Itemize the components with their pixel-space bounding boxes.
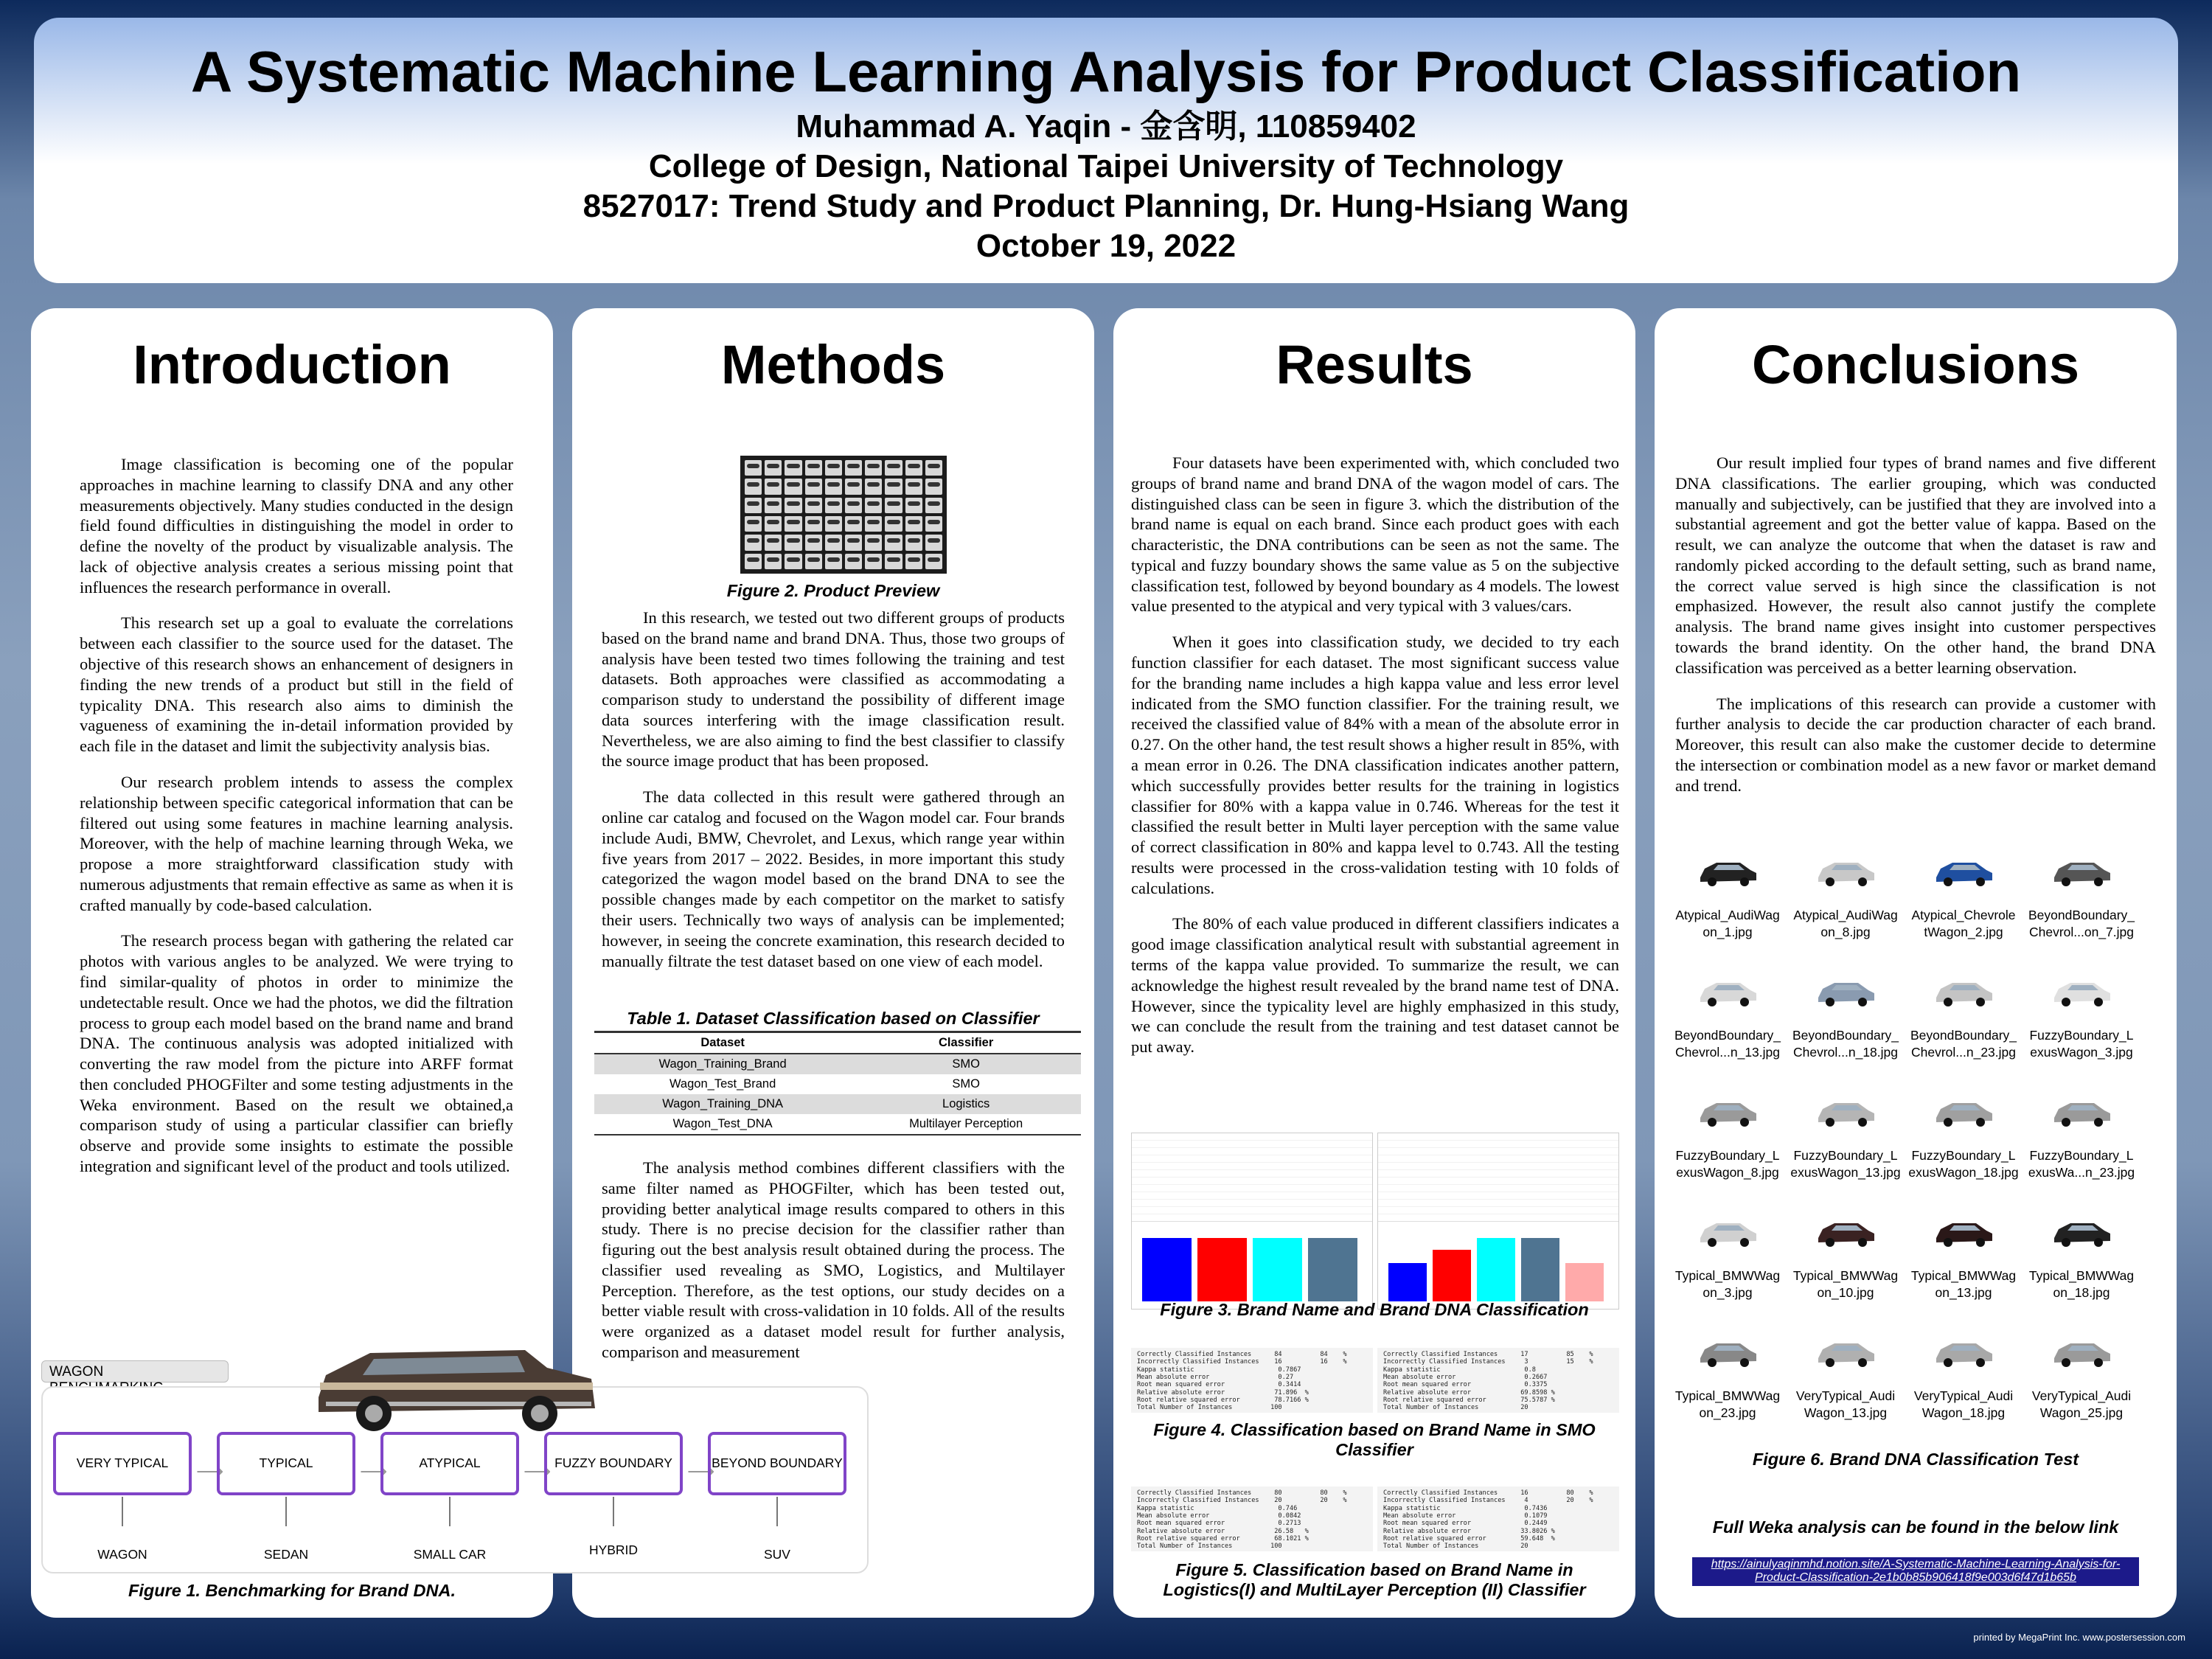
car-filename: FuzzyBoundary_L exusWagon_8.jpg <box>1675 1147 1780 1180</box>
table-header-classifier: Classifier <box>851 1032 1081 1054</box>
car-thumbnail <box>1908 1208 2019 1301</box>
weka-output-line: Correctly Classified Instances 16 80 % <box>1383 1489 1593 1497</box>
class-distribution-bar <box>1197 1238 1247 1301</box>
benchmark-label-suv: SUV <box>764 1547 790 1562</box>
weka-output-line: Total Number of Instances 100 <box>1137 1543 1282 1551</box>
results-paragraph-3: The 80% of each value produced in different classifiers indicates a good image classification analytical result with substantial agreement in terms of the kappa value provided. To summarize the result, we can acknowledge the highest result revealed by the brand name test of DNA. However, since the typicality level are highly emphasized in this study, we can conclude the result from the training and test dataset cannot be put away. <box>1131 914 1619 1057</box>
weka-output-line: Root relative squared error 75.5787 % <box>1383 1396 1555 1404</box>
car-filename: BeyondBoundary_ Chevrol...on_7.jpg <box>2028 907 2135 939</box>
table-cell: Wagon_Training_DNA <box>594 1094 851 1114</box>
results-paragraph-2: When it goes into classification study, we decided to try each function classifier for each dataset. The most significant success value for the branding name includes a high kappa value and less error level indicated from the SMO function classifier. For the training result, we received the classified value of 84% with a mean of the absolute error in 0.27. On the other hand, the test result shows a higher result in 85%, with a mean error in 0.26. The DNA classification indicates another pattern, which successfully provides better results for the training in logistics classifier for 80% with a kappa value in 0.746. Whereas for the test it classified the result better in Multi layer perception with the same value of correct classification in 80% and kappa level to 0.743. All the testing results were processed in the cross-validation testing with 10 folds of calculations. <box>1131 633 1619 897</box>
product-preview-image <box>740 456 947 574</box>
results-panel <box>1113 308 1635 1618</box>
car-filename: Typical_BMWWag on_13.jpg <box>1910 1267 2017 1300</box>
car-filename: FuzzyBoundary_L exusWagon_18.jpg <box>1908 1147 2019 1180</box>
table-cell: Wagon_Test_Brand <box>669 1077 776 1091</box>
link-intro: Full Weka analysis can be found in the below link <box>1712 1517 2119 1537</box>
class-distribution-bar <box>1521 1238 1559 1301</box>
car-thumbnail <box>2026 1088 2137 1180</box>
car-image <box>1930 848 1997 894</box>
conclusions-text <box>1675 453 2156 812</box>
car-thumbnail <box>1790 1208 1901 1301</box>
class-distribution-bar <box>1565 1263 1604 1301</box>
benchmark-label-small-car: SMALL CAR <box>413 1547 487 1562</box>
weka-output-line: Total Number of Instances 20 <box>1383 1404 1528 1412</box>
car-thumbnail <box>1672 848 1783 940</box>
car-image <box>2048 968 2115 1014</box>
weka-output-line: Relative absolute error 33.8026 % <box>1383 1527 1555 1535</box>
methods-paragraph-3: The analysis method combines different classifiers with the same filter named as PHOGFilter, which has been tested out, providing better analytical image results compared to others in this study. There is no precise decision for the classifier rather than figuring out the best analysis result obtained during the process. The classifier used revealing as SMO, Logistics, and Multilayer Perception. Therefore, as the test options, our study decides on a better viable result with cross-validation in 10 folds. All of the results were organized as a dataset model result for further analysis, comparison and measurement <box>602 1158 1065 1362</box>
car-image <box>1694 1329 1761 1374</box>
car-image <box>1930 1208 1997 1254</box>
car-filename: VeryTypical_Audi Wagon_13.jpg <box>1795 1388 1896 1420</box>
car-thumbnail <box>1672 1208 1783 1301</box>
figure-1-caption: Figure 1. Benchmarking for Brand DNA. <box>128 1581 456 1600</box>
car-filename: Atypical_Chevrole tWagon_2.jpg <box>1911 907 2016 939</box>
table-row <box>594 1074 1081 1094</box>
weka-output-line: Correctly Classified Instances 84 84 % <box>1137 1351 1347 1358</box>
conclusions-paragraph-1: Our result implied four types of brand names and five different DNA classifications. The earlier grouping, which was conducted manually and subjectively, can be justified that they are involved into a substantial agreement and got the better value of kappa. Based on the result, we can analyze the outcome that when the dataset is raw and randomly picked according to the default setting, such as brand name, the correct value served is high since the classification is not emphasized. However, the result also cannot justify the complete analysis. The brand name gives insight into customer perspectives towards the brand identity. On the other hand, the brand DNA classification was perceived as a better learning observation. <box>1675 453 2156 677</box>
car-filename: Typical_BMWWag on_3.jpg <box>1674 1267 1781 1300</box>
class-distribution-bar <box>1142 1238 1192 1301</box>
methods-paragraph-1: In this research, we tested out two different groups of products based on the brand name and brand DNA. Thus, those two groups of analysis have been tested two times following the training and test datasets. Both approaches were classified as accommodating a comparison study to understand the possibility of different image data sources interfering with the image classification result. Nevertheless, we are also aiming to find the best classifier to classify the source image product that has been proposed. <box>602 608 1065 771</box>
benchmark-label-wagon: WAGON <box>97 1547 147 1562</box>
weka-output-line: Mean absolute error 0.27 <box>1137 1373 1294 1381</box>
weka-output-line: Root mean squared error 0.2449 <box>1383 1520 1548 1528</box>
weka-output-line: Correctly Classified Instances 17 85 % <box>1383 1351 1593 1358</box>
car-image <box>1812 1208 1879 1254</box>
weka-output-line: Root relative squared error 68.1021 % <box>1137 1534 1309 1543</box>
table-cell: SMO <box>952 1077 980 1091</box>
benchmark-tag: WAGON <box>41 1360 229 1382</box>
car-image <box>1930 968 1997 1014</box>
intro-paragraph-1: Image classification is becoming one of the popular approaches in machine learning to classify DNA and any other measurements objectively. Many studies conducted in the design field found difficulties in distinguishing the model in order to define the novelty of the product by visualizable analysis. The lack of objective analysis creates a serious missing point that influences the research performance in overall. <box>80 455 513 597</box>
poster-header <box>34 18 2178 283</box>
car-image <box>2048 848 2115 894</box>
results-paragraph-1: Four datasets have been experimented with, which concluded two groups of brand name and brand DNA of the wagon model of cars. The distinguished class can be seen in figure 3. which the distribution of the brand name is equal on each brand. Since each product goes with each characteristic, the DNA contributions can be seen as not the same. The typical and fuzzy boundary shows the same value as 5 on the subjective classification test, followed by beyond boundary as 4 models. The lowest value presented to the atypical and very typical with 3 values/cars. <box>1131 453 1619 616</box>
car-thumbnail <box>1790 1088 1901 1180</box>
weka-analysis-link[interactable]: https://ainulyaqinmhd.notion.site/A-Systematic-Machine-Learning-Analysis-for-Product-Classification-2e1b0b85b906418f9e003d6f47d1b65b <box>1692 1557 2139 1586</box>
car-thumbnail <box>2026 1208 2137 1301</box>
conclusions-paragraph-2: The implications of this research can provide a customer with further analysis to decide the car production character of each brand. Moreover, this result can also make the customer decide to determine the intersection or combination model as a new favor or market demand and trend. <box>1675 694 2156 795</box>
car-thumbnail <box>1672 968 1783 1060</box>
weka-output-line: Root relative squared error 59.648 % <box>1383 1534 1555 1543</box>
author-line: Muhammad A. Yaqin - 金含明, 110859402 <box>796 108 1416 145</box>
arrow-icon: ⟶ <box>360 1460 388 1482</box>
car-filename: Typical_BMWWag on_10.jpg <box>1792 1267 1899 1300</box>
methods-paragraph-2: The data collected in this result were gathered through an online car catalog and focused on the Wagon model car. Four brands include Audi, BMW, Chevrolet, and Lexus, which range year within five years from 2017 – 2022. Besides, in more important this study categorized the wagon model based on the brand DNA to see the possible changes made by each competitor on the market to satisfy their users. Technically two ways of analysis can be implemented; however, in seeing the concrete examination, this research decided to manually filtrate the test dataset based on one view of each model. <box>602 787 1065 970</box>
table-header-dataset: Dataset <box>594 1032 851 1054</box>
benchmark-box-fuzzy-boundary: FUZZY BOUNDARY <box>544 1432 683 1495</box>
poster-title: A Systematic Machine Learning Analysis for Product Classification <box>190 39 2022 104</box>
wagon-car-image <box>304 1338 599 1438</box>
intro-paragraph-4: The research process began with gathering the related car photos with various angles to be analyzed. We were trying to find similar-quality of photos in order to minimize the undetectable result. Once we had the photos, we did the filtration process to group each model based on the brand name and brand DNA. The continuous analysis was adopted initialized with converting the raw model from the picture into ARFF format then concluded PHOGFilter and some testing adjustments in the Weka environment. Based on the result we obtained,a comparison study of using a particular classifier can briefly observe and provide some insights to estimate the possible integration and significant level of the product and tools utilized. <box>80 931 513 1175</box>
car-filename: Atypical_AudiWag on_8.jpg <box>1793 907 1898 939</box>
intro-paragraph-3: Our research problem intends to assess the complex relationship between specific categorical information that can be filtered out using some features in machine learning analysis. Moreover, with the help of machine learning through Weka, we propose a more straightforward classification study with numerous adjustments that remain effective as same as when it is crafted manually by code-based calculation. <box>80 772 513 914</box>
table-cell: Multilayer Perception <box>851 1114 1081 1135</box>
weka-output-line: Root mean squared error 0.3375 <box>1383 1381 1548 1389</box>
car-filename: Typical_BMWWag on_18.jpg <box>2028 1267 2135 1300</box>
car-filename: Atypical_AudiWag on_1.jpg <box>1675 907 1780 939</box>
class-distribution-bar <box>1308 1238 1357 1301</box>
benchmark-label-sedan: SEDAN <box>263 1547 309 1562</box>
connector <box>613 1497 614 1526</box>
car-image <box>1694 848 1761 894</box>
car-image <box>1694 1088 1761 1134</box>
weka-output-line: Relative absolute error 71.896 % <box>1137 1388 1309 1397</box>
table-row <box>594 1054 1081 1074</box>
connector <box>776 1497 778 1526</box>
car-filename: BeyondBoundary_ Chevrol...n_23.jpg <box>1910 1027 2017 1060</box>
weka-output-line: Root mean squared error 0.3414 <box>1137 1381 1301 1389</box>
logistics-output <box>1131 1486 1373 1551</box>
weka-output-line: Incorrectly Classified Instances 20 20 % <box>1137 1497 1347 1505</box>
weka-output-line: Relative absolute error 26.58 % <box>1137 1527 1309 1535</box>
weka-output-line: Incorrectly Classified Instances 16 16 % <box>1137 1358 1347 1366</box>
car-thumbnail <box>1672 1329 1783 1421</box>
weka-output-line: Kappa statistic 0.8 <box>1383 1366 1536 1374</box>
car-image <box>1930 1329 1997 1374</box>
car-image <box>1694 1208 1761 1254</box>
brand-name-bars <box>1132 1222 1372 1309</box>
introduction-heading: Introduction <box>133 334 451 395</box>
car-image <box>1812 1088 1879 1134</box>
arrow-icon: ⟶ <box>524 1460 552 1482</box>
car-thumbnail <box>2026 1329 2137 1421</box>
results-text <box>1131 453 1619 1073</box>
weka-output-line: Correctly Classified Instances 80 80 % <box>1137 1489 1347 1497</box>
weka-output-line: Incorrectly Classified Instances 3 15 % <box>1383 1358 1593 1366</box>
car-thumbnail <box>1672 1088 1783 1180</box>
arrow-icon: ⟶ <box>687 1460 715 1482</box>
benchmark-box-very-typical: VERY TYPICAL <box>53 1432 192 1495</box>
car-filename: BeyondBoundary_ Chevrol...n_13.jpg <box>1674 1027 1781 1060</box>
car-image <box>1812 1329 1879 1374</box>
methods-text-a <box>602 608 1065 987</box>
figure-4-caption: Figure 4. Classification based on Brand Name in SMO Classifier <box>1153 1420 1596 1459</box>
figure-2-caption: Figure 2. Product Preview <box>726 581 940 600</box>
table-cell: Logistics <box>851 1094 1081 1114</box>
institution-line: College of Design, National Taipei University of Technology <box>648 148 1564 184</box>
car-filename: Typical_BMWWag on_23.jpg <box>1674 1388 1781 1420</box>
connector <box>449 1497 451 1526</box>
car-filename: FuzzyBoundary_L exusWagon_13.jpg <box>1790 1147 1901 1180</box>
car-image <box>2048 1329 2115 1374</box>
weka-output-line: Mean absolute error 0.2667 <box>1383 1373 1548 1381</box>
car-thumbnail <box>1790 968 1901 1060</box>
class-distribution-bar <box>1477 1238 1515 1301</box>
table-cell: SMO <box>851 1054 1081 1074</box>
benchmark-label-hybrid: HYBRID <box>588 1543 639 1557</box>
car-thumbnail <box>1908 848 2019 940</box>
table-row <box>594 1114 1081 1135</box>
car-thumbnail <box>1790 848 1901 940</box>
figure-5-caption: Figure 5. Classification based on Brand Name in Logistics(I) and MultiLayer Perception (II) Classifier <box>1163 1560 1586 1599</box>
table-row <box>594 1094 1081 1114</box>
weka-output-line: Root mean squared error 0.2713 <box>1137 1520 1301 1528</box>
class-distribution-bar <box>1388 1263 1427 1301</box>
intro-paragraph-2: This research set up a goal to evaluate the correlations between each classifier to the source used for the dataset. The objective of this research shows an enhancement of designers in finding the new trends of a product but still in the field of typicality DNA. This research also aims to diminish the vagueness of examining the in-detail information provided by each file in the dataset and limit the subjectivity analysis bias. <box>80 613 513 756</box>
weka-output-line: Relative absolute error 69.8598 % <box>1383 1388 1555 1397</box>
methods-heading: Methods <box>720 334 946 395</box>
car-thumbnail <box>1790 1329 1901 1421</box>
results-heading: Results <box>1276 334 1473 395</box>
weka-output-line: Total Number of Instances 20 <box>1383 1543 1528 1551</box>
car-filename: FuzzyBoundary_L exusWa...n_23.jpg <box>2028 1147 2135 1180</box>
weka-output-line: Mean absolute error 0.1079 <box>1383 1512 1548 1520</box>
car-filename: BeyondBoundary_ Chevrol...n_18.jpg <box>1792 1027 1899 1060</box>
car-thumbnail <box>1908 1329 2019 1421</box>
connector <box>122 1497 123 1526</box>
weka-output-line: Kappa statistic 0.7436 <box>1383 1504 1548 1512</box>
arrow-icon: ⟶ <box>196 1460 224 1482</box>
methods-text-b <box>602 1158 1065 1378</box>
introduction-text <box>80 454 513 1192</box>
car-thumbnail <box>2026 848 2137 940</box>
figure-3-caption: Figure 3. Brand Name and Brand DNA Classification <box>1160 1300 1589 1319</box>
date-line: October 19, 2022 <box>975 228 1237 264</box>
car-image <box>1812 968 1879 1014</box>
multilayer-perception-output <box>1377 1486 1619 1551</box>
car-thumbnail <box>1908 1088 2019 1180</box>
car-filename: VeryTypical_Audi Wagon_18.jpg <box>1913 1388 2014 1420</box>
benchmark-box-typical: TYPICAL <box>217 1432 355 1495</box>
class-distribution-bar <box>1433 1250 1471 1301</box>
brand-dna-bars <box>1378 1222 1618 1309</box>
car-thumbnail <box>2026 968 2137 1060</box>
weka-output-line: Incorrectly Classified Instances 4 20 % <box>1383 1497 1593 1505</box>
course-line: 8527017: Trend Study and Product Planning, Dr. Hung-Hsiang Wang <box>582 188 1630 224</box>
weka-output-line: Root relative squared error 78.7166 % <box>1137 1396 1309 1404</box>
car-image <box>1694 968 1761 1014</box>
weka-output-line: Kappa statistic 0.7867 <box>1137 1366 1301 1374</box>
weka-brand-dna-panel <box>1377 1133 1619 1310</box>
weka-output-line: Kappa statistic 0.746 <box>1137 1504 1298 1512</box>
smo-training-output <box>1131 1348 1373 1413</box>
car-filename: FuzzyBoundary_L exusWagon_3.jpg <box>2029 1027 2134 1060</box>
weka-output-line: Total Number of Instances 100 <box>1137 1404 1282 1412</box>
connector <box>285 1497 287 1526</box>
benchmark-box-beyond-boundary: BEYOND BOUNDARY <box>708 1432 846 1495</box>
car-image <box>2048 1088 2115 1134</box>
table-cell: Wagon_Test_DNA <box>594 1114 851 1135</box>
car-image <box>1812 848 1879 894</box>
class-distribution-bar <box>1253 1238 1302 1301</box>
car-image <box>1930 1088 1997 1134</box>
car-filename: VeryTypical_Audi Wagon_25.jpg <box>2031 1388 2132 1420</box>
conclusions-heading: Conclusions <box>1751 334 2080 395</box>
figure-6-caption: Figure 6. Brand DNA Classification Test <box>1752 1450 2079 1469</box>
smo-test-output <box>1377 1348 1619 1413</box>
table-cell: Wagon_Training_Brand <box>594 1054 851 1074</box>
weka-brand-name-panel <box>1131 1133 1373 1310</box>
benchmark-box-atypical: ATYPICAL <box>380 1432 519 1495</box>
weka-output-line: Mean absolute error 0.0842 <box>1137 1512 1301 1520</box>
conclusions-panel <box>1655 308 2177 1618</box>
printer-credit: printed by MegaPrint Inc. www.postersession.com <box>1973 1632 2185 1643</box>
dataset-table <box>594 1031 1081 1135</box>
car-image <box>2048 1208 2115 1254</box>
car-thumbnail <box>1908 968 2019 1060</box>
table-1-caption: Table 1. Dataset Classification based on Classifier <box>627 1009 1040 1028</box>
